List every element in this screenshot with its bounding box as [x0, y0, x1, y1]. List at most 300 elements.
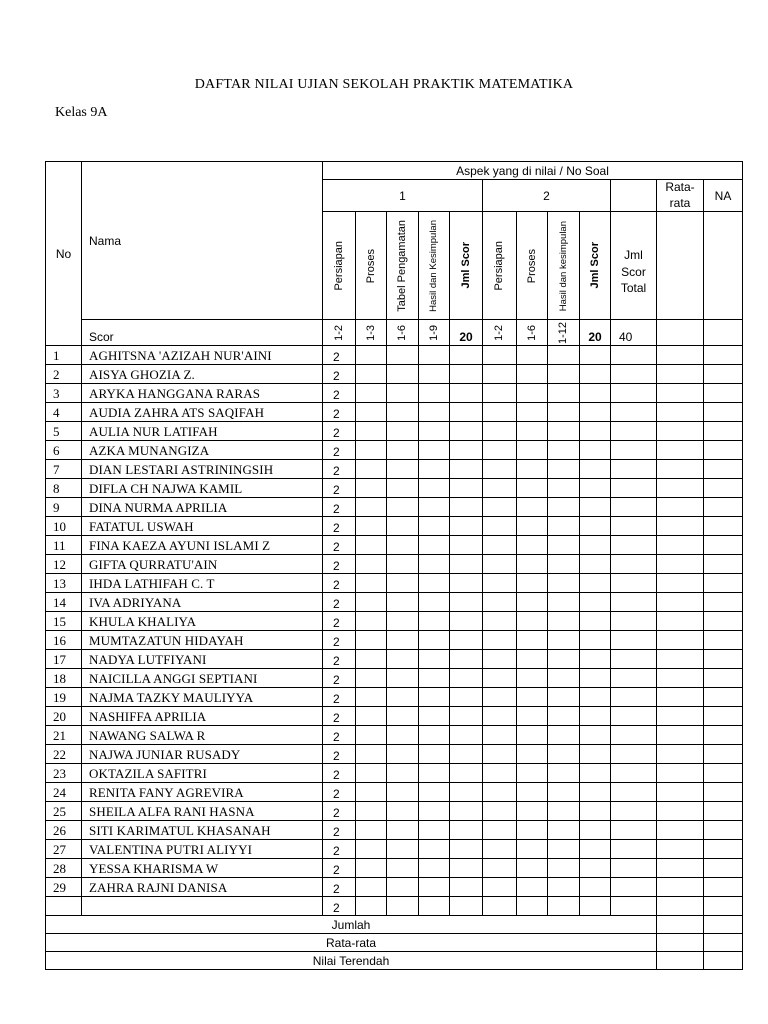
row-cell	[387, 802, 419, 821]
row-cell	[419, 536, 450, 555]
range-jml-scor-2: 20	[580, 320, 611, 346]
row-cell	[580, 631, 611, 650]
range-proses-2: 1-6	[517, 320, 548, 346]
row-cell	[580, 745, 611, 764]
row-no: 12	[46, 555, 82, 574]
row-cell	[517, 783, 548, 802]
row-cell	[356, 403, 387, 422]
row-cell	[657, 650, 704, 669]
row-cell	[387, 517, 419, 536]
row-cell	[548, 574, 580, 593]
row-cell	[548, 650, 580, 669]
row-cell	[580, 612, 611, 631]
row-cell	[517, 897, 548, 916]
row-cell	[419, 726, 450, 745]
row-no: 10	[46, 517, 82, 536]
row-cell	[580, 365, 611, 384]
row-cell	[704, 631, 743, 650]
row-cell	[548, 802, 580, 821]
row-cell	[387, 821, 419, 840]
row-cell	[548, 688, 580, 707]
row-score: 2	[323, 631, 356, 650]
row-cell	[704, 365, 743, 384]
row-cell	[450, 460, 483, 479]
table-row	[46, 840, 743, 859]
row-no: 20	[46, 707, 82, 726]
row-name: AULIA NUR LATIFAH	[82, 422, 323, 441]
row-cell	[483, 745, 517, 764]
row-cell	[356, 650, 387, 669]
row-cell	[580, 517, 611, 536]
row-cell	[657, 479, 704, 498]
range-hasil-kesimpulan-1: 1-9	[419, 320, 450, 346]
row-cell	[387, 631, 419, 650]
header-rata-rata: Rata-rata	[657, 180, 704, 212]
row-cell	[483, 878, 517, 897]
row-cell	[483, 802, 517, 821]
row-cell	[580, 593, 611, 612]
row-cell	[580, 859, 611, 878]
row-no: 11	[46, 536, 82, 555]
row-cell	[419, 650, 450, 669]
row-cell	[483, 650, 517, 669]
row-cell	[580, 783, 611, 802]
row-cell	[580, 536, 611, 555]
row-cell	[548, 403, 580, 422]
row-score: 2	[323, 650, 356, 669]
row-cell	[419, 460, 450, 479]
row-cell	[548, 783, 580, 802]
row-cell	[483, 726, 517, 745]
row-cell	[387, 498, 419, 517]
row-cell	[387, 403, 419, 422]
row-cell	[419, 878, 450, 897]
row-cell	[483, 574, 517, 593]
row-cell	[419, 555, 450, 574]
row-cell	[356, 555, 387, 574]
row-cell	[657, 555, 704, 574]
row-cell	[517, 346, 548, 365]
table-row	[46, 365, 743, 384]
row-cell	[483, 422, 517, 441]
row-name: RENITA FANY AGREVIRA	[82, 783, 323, 802]
grade-table	[45, 161, 743, 970]
table-row	[46, 764, 743, 783]
row-cell	[704, 403, 743, 422]
row-cell	[657, 384, 704, 403]
row-cell	[483, 840, 517, 859]
row-cell	[657, 460, 704, 479]
row-cell	[704, 479, 743, 498]
row-cell	[517, 859, 548, 878]
row-cell	[387, 688, 419, 707]
row-name: AGHITSNA 'AZIZAH NUR'AINI	[82, 346, 323, 365]
row-cell	[419, 631, 450, 650]
header-col-jml-scor-2: Jml Scor	[580, 212, 611, 320]
row-no: 13	[46, 574, 82, 593]
footer-terendah-na	[704, 952, 743, 970]
range-na-blank	[704, 320, 743, 346]
row-no: 27	[46, 840, 82, 859]
row-cell	[548, 859, 580, 878]
header-rata-rata-blank	[657, 212, 704, 320]
row-cell	[611, 384, 657, 403]
row-cell	[580, 802, 611, 821]
row-cell	[548, 517, 580, 536]
row-no: 7	[46, 460, 82, 479]
row-cell	[704, 878, 743, 897]
row-cell	[704, 764, 743, 783]
row-cell	[517, 840, 548, 859]
row-cell	[483, 669, 517, 688]
row-cell	[657, 441, 704, 460]
row-score: 2	[323, 498, 356, 517]
row-cell	[548, 460, 580, 479]
row-cell	[704, 612, 743, 631]
range-rata-rata-blank	[657, 320, 704, 346]
row-cell	[580, 479, 611, 498]
row-cell	[483, 346, 517, 365]
row-cell	[704, 821, 743, 840]
row-cell	[580, 650, 611, 669]
row-name: AZKA MUNANGIZA	[82, 441, 323, 460]
row-cell	[517, 821, 548, 840]
row-cell	[517, 422, 548, 441]
row-cell	[483, 631, 517, 650]
row-no: 4	[46, 403, 82, 422]
row-cell	[483, 536, 517, 555]
row-no: 24	[46, 783, 82, 802]
row-cell	[580, 821, 611, 840]
row-name: NAJMA TAZKY MAULIYYA	[82, 688, 323, 707]
row-name: SHEILA ALFA RANI HASNA	[82, 802, 323, 821]
row-name: DIAN LESTARI ASTRININGSIH	[82, 460, 323, 479]
row-cell	[580, 669, 611, 688]
row-score: 2	[323, 365, 356, 384]
row-name: IHDA LATHIFAH C. T	[82, 574, 323, 593]
table-row	[46, 707, 743, 726]
row-cell	[419, 688, 450, 707]
row-score: 2	[323, 840, 356, 859]
footer-terendah-rata	[657, 952, 704, 970]
row-no: 25	[46, 802, 82, 821]
row-cell	[356, 460, 387, 479]
row-name: IVA ADRIYANA	[82, 593, 323, 612]
row-cell	[387, 859, 419, 878]
row-name: VALENTINA PUTRI ALIYYI	[82, 840, 323, 859]
row-no: 2	[46, 365, 82, 384]
row-cell	[548, 365, 580, 384]
row-name: FINA KAEZA AYUNI ISLAMI Z	[82, 536, 323, 555]
row-cell	[548, 384, 580, 403]
row-cell	[483, 441, 517, 460]
row-cell	[611, 650, 657, 669]
row-name: FATATUL USWAH	[82, 517, 323, 536]
row-cell	[611, 612, 657, 631]
row-cell	[704, 555, 743, 574]
row-score: 2	[323, 422, 356, 441]
row-cell	[517, 460, 548, 479]
table-row	[46, 878, 743, 897]
row-no: 6	[46, 441, 82, 460]
row-cell	[483, 384, 517, 403]
header-na-blank	[704, 212, 743, 320]
row-name: SITI KARIMATUL KHASANAH	[82, 821, 323, 840]
row-cell	[611, 346, 657, 365]
row-score: 2	[323, 669, 356, 688]
row-score: 2	[323, 441, 356, 460]
row-cell	[356, 840, 387, 859]
row-cell	[483, 897, 517, 916]
footer-rata-rata: Rata-rata	[46, 934, 657, 952]
row-name	[82, 897, 323, 916]
row-cell	[483, 460, 517, 479]
row-cell	[548, 441, 580, 460]
row-cell	[450, 897, 483, 916]
row-cell	[611, 688, 657, 707]
row-no: 15	[46, 612, 82, 631]
row-cell	[517, 536, 548, 555]
row-cell	[450, 384, 483, 403]
row-cell	[419, 669, 450, 688]
row-cell	[387, 555, 419, 574]
row-no	[46, 897, 82, 916]
header-col-jml-scor-1: Jml Scor	[450, 212, 483, 320]
row-cell	[387, 422, 419, 441]
row-cell	[517, 384, 548, 403]
header-col-persiapan-2: Persiapan	[483, 212, 517, 320]
row-cell	[611, 536, 657, 555]
row-no: 14	[46, 593, 82, 612]
row-score: 2	[323, 878, 356, 897]
row-cell	[356, 745, 387, 764]
header-scor: Scor	[82, 320, 323, 346]
row-cell	[580, 403, 611, 422]
row-cell	[611, 403, 657, 422]
row-cell	[483, 707, 517, 726]
table-row	[46, 517, 743, 536]
row-cell	[580, 897, 611, 916]
row-cell	[517, 517, 548, 536]
row-cell	[611, 897, 657, 916]
row-cell	[419, 384, 450, 403]
row-cell	[419, 802, 450, 821]
table-row	[46, 346, 743, 365]
row-cell	[611, 783, 657, 802]
row-no: 23	[46, 764, 82, 783]
footer-jumlah-rata	[657, 916, 704, 934]
row-cell	[356, 517, 387, 536]
row-cell	[611, 498, 657, 517]
row-cell	[548, 745, 580, 764]
row-cell	[450, 726, 483, 745]
row-score: 2	[323, 612, 356, 631]
row-cell	[548, 422, 580, 441]
row-cell	[548, 707, 580, 726]
table-row	[46, 612, 743, 631]
range-persiapan-2: 1-2	[483, 320, 517, 346]
row-score: 2	[323, 593, 356, 612]
row-cell	[356, 422, 387, 441]
table-row	[46, 783, 743, 802]
table-row	[46, 403, 743, 422]
row-name: AUDIA ZAHRA ATS SAQIFAH	[82, 403, 323, 422]
row-cell	[548, 479, 580, 498]
row-cell	[517, 669, 548, 688]
row-name: ZAHRA RAJNI DANISA	[82, 878, 323, 897]
row-cell	[419, 441, 450, 460]
row-cell	[483, 821, 517, 840]
row-cell	[419, 593, 450, 612]
row-cell	[450, 764, 483, 783]
row-cell	[517, 764, 548, 783]
row-cell	[657, 859, 704, 878]
row-cell	[611, 707, 657, 726]
header-nama: Nama	[82, 162, 323, 320]
row-cell	[580, 764, 611, 783]
row-cell	[548, 878, 580, 897]
table-row	[46, 422, 743, 441]
row-cell	[450, 802, 483, 821]
row-score: 2	[323, 384, 356, 403]
row-cell	[450, 821, 483, 840]
row-cell	[419, 365, 450, 384]
row-score: 2	[323, 764, 356, 783]
row-name: NASHIFFA APRILIA	[82, 707, 323, 726]
table-row	[46, 859, 743, 878]
row-cell	[704, 688, 743, 707]
footer-rata-rata-na	[704, 934, 743, 952]
row-cell	[704, 859, 743, 878]
row-cell	[387, 574, 419, 593]
table-row	[46, 441, 743, 460]
row-score: 2	[323, 897, 356, 916]
row-cell	[548, 726, 580, 745]
header-aspek: Aspek yang di nilai / No Soal	[323, 162, 743, 180]
row-cell	[387, 536, 419, 555]
table-header	[46, 162, 743, 346]
row-no: 1	[46, 346, 82, 365]
row-cell	[657, 783, 704, 802]
row-cell	[611, 441, 657, 460]
row-name: DINA NURMA APRILIA	[82, 498, 323, 517]
row-cell	[387, 764, 419, 783]
footer-rata-rata-rata	[657, 934, 704, 952]
row-cell	[387, 783, 419, 802]
row-cell	[580, 840, 611, 859]
row-cell	[450, 688, 483, 707]
row-cell	[704, 384, 743, 403]
row-cell	[611, 802, 657, 821]
row-cell	[517, 441, 548, 460]
row-score: 2	[323, 726, 356, 745]
header-blank	[611, 180, 657, 212]
row-cell	[580, 878, 611, 897]
row-cell	[419, 612, 450, 631]
row-cell	[450, 859, 483, 878]
row-cell	[419, 859, 450, 878]
row-cell	[657, 821, 704, 840]
row-score: 2	[323, 555, 356, 574]
row-cell	[419, 840, 450, 859]
row-score: 2	[323, 517, 356, 536]
header-col-hasil-kesimpulan-2: Hasil dan kesimpulan	[548, 212, 580, 320]
row-cell	[657, 669, 704, 688]
row-no: 16	[46, 631, 82, 650]
table-row	[46, 536, 743, 555]
row-cell	[356, 593, 387, 612]
row-no: 26	[46, 821, 82, 840]
row-cell	[548, 555, 580, 574]
row-cell	[387, 726, 419, 745]
row-cell	[657, 346, 704, 365]
row-cell	[580, 422, 611, 441]
row-cell	[611, 669, 657, 688]
row-cell	[483, 688, 517, 707]
row-cell	[517, 745, 548, 764]
row-cell	[580, 441, 611, 460]
row-cell	[704, 346, 743, 365]
row-name: OKTAZILA SAFITRI	[82, 764, 323, 783]
row-cell	[450, 422, 483, 441]
row-score: 2	[323, 821, 356, 840]
row-cell	[517, 650, 548, 669]
class-label: Kelas 9A	[55, 105, 108, 120]
row-cell	[450, 403, 483, 422]
row-no: 19	[46, 688, 82, 707]
row-cell	[419, 346, 450, 365]
row-cell	[548, 821, 580, 840]
range-jml-scor-1: 20	[450, 320, 483, 346]
row-cell	[356, 479, 387, 498]
row-cell	[548, 612, 580, 631]
row-cell	[548, 669, 580, 688]
table-row	[46, 726, 743, 745]
table-row	[46, 384, 743, 403]
row-cell	[580, 707, 611, 726]
row-cell	[704, 802, 743, 821]
row-name: KHULA KHALIYA	[82, 612, 323, 631]
row-cell	[356, 897, 387, 916]
row-cell	[657, 764, 704, 783]
row-cell	[419, 517, 450, 536]
row-cell	[704, 593, 743, 612]
row-cell	[704, 669, 743, 688]
row-cell	[580, 688, 611, 707]
row-cell	[356, 878, 387, 897]
row-name: NAWANG SALWA R	[82, 726, 323, 745]
row-cell	[611, 878, 657, 897]
row-cell	[387, 479, 419, 498]
table-row	[46, 650, 743, 669]
row-cell	[611, 365, 657, 384]
row-cell	[580, 346, 611, 365]
table-row	[46, 498, 743, 517]
row-cell	[450, 479, 483, 498]
footer-nilai-terendah: Nilai Terendah	[46, 952, 657, 970]
row-cell	[450, 498, 483, 517]
table-footer	[46, 916, 743, 970]
row-cell	[356, 669, 387, 688]
row-cell	[483, 498, 517, 517]
row-cell	[704, 650, 743, 669]
row-cell	[483, 403, 517, 422]
row-cell	[450, 365, 483, 384]
row-cell	[611, 479, 657, 498]
row-cell	[657, 536, 704, 555]
row-cell	[580, 498, 611, 517]
row-cell	[450, 441, 483, 460]
